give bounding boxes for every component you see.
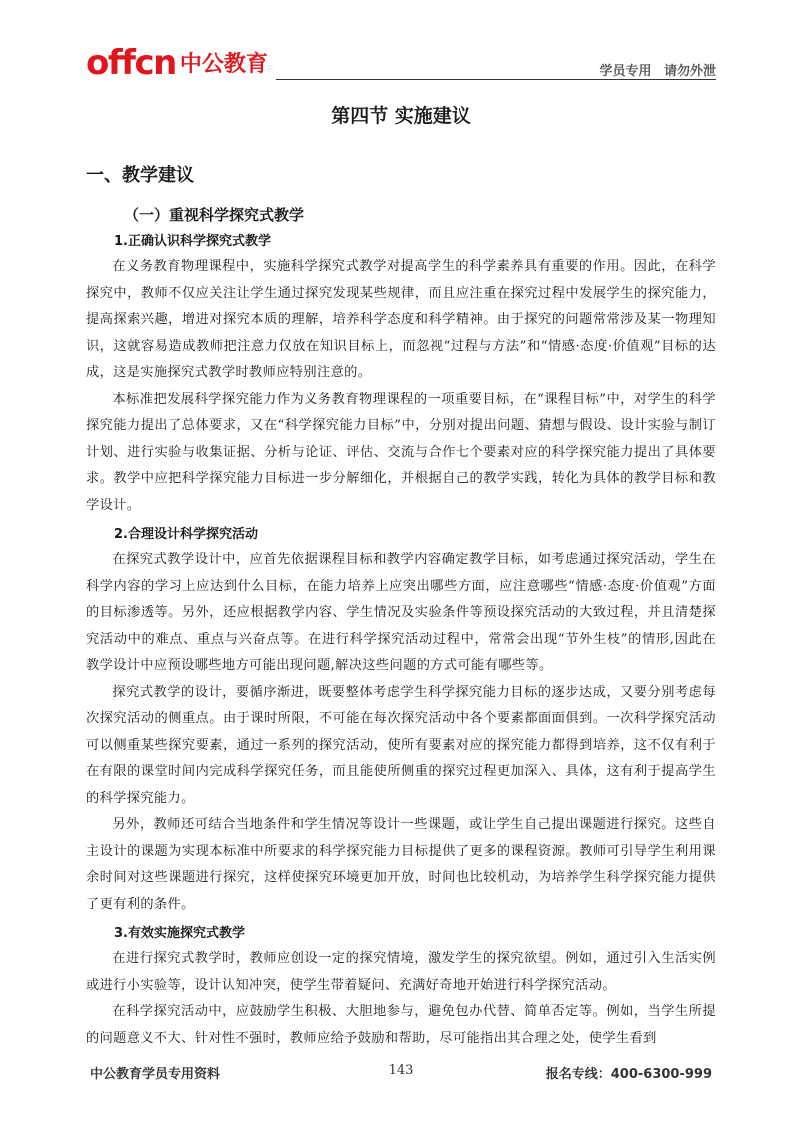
page-number: 143 bbox=[388, 1063, 414, 1078]
subsection-heading: 1.正确认识科学探究式教学 bbox=[114, 234, 271, 249]
page-content bbox=[86, 104, 716, 1052]
paragraph: 在探究式教学设计中，应首先依据课程目标和教学内容确定教学目标，如考虑通过探究活动，学生在科学内容的学习上应达到什么目标，在能力培养上应突出哪些方面，应注意哪些“情感·态度·价值观”方面的目标渗透等。另外，还应根据教学内容、学生情况及实验条件等预设探究活动的大致过程，并且清楚探究活动中的难点、重点与兴奋点等。在进行科学探究活动过程中，常常会出现“节外生枝”的情形,因此在教学设计中应预设哪些地方可能出现问题,解决这些问题的方式可能有哪些等。 bbox=[86, 552, 716, 673]
subsection bbox=[86, 922, 716, 1052]
paragraph: 探究式教学的设计，要循序渐进，既要整体考虑学生科学探究能力目标的逐步达成，又要分别考虑每次探究活动的侧重点。由于课时所限，不可能在每次探究活动中各个要素都面面俱到。一次科学探究活动可以侧重某些探究要素，通过一系列的探究活动，使所有要素对应的探究能力都得到培养，这不仅有利于在有限的课堂时间内完成科学探究任务，而且能使所侧重的探究过程更加深入、具体，这有利于提高学生的科学探究能力。 bbox=[86, 684, 716, 806]
subsection bbox=[86, 230, 716, 519]
paragraph: 本标准把发展科学探究能力作为义务教育物理课程的一项重要目标，在“课程目标”中，对学生的科学探究能力提出了总体要求，又在“科学探究能力目标”中，分别对提出问题、猜想与假设、设计实验与制订计划、进行实验与收集证据、分析与论证、评估、交流与合作七个要素对应的科学探究能力提出了具体要求。教学中应把科学探究能力目标进一步分解细化，并根据自己的教学实践，转化为具体的教学目标和教学设计。 bbox=[86, 391, 716, 513]
paragraph: 另外，教师还可结合当地条件和学生情况等设计一些课题，或让学生自己提出课题进行探究。这些自主设计的课题为实现本标准中所要求的科学探究能力目标提供了更多的课程资源。教师可引导学生利用课余时间对这些课题进行探究，这样使探究环境更加开放，时间也比较机动，为培养学生科学探究能力提供了更有利的条件。 bbox=[86, 817, 716, 912]
subsection bbox=[86, 523, 716, 918]
section-title: 第四节 实施建议 bbox=[331, 105, 471, 127]
footer-label: 中公教育学员专用资料 bbox=[90, 1067, 221, 1082]
paragraph: 在进行探究式教学时，教师应创设一定的探究情境，激发学生的探究欲望。例如，通过引入生活实例或进行小实验等，设计认知冲突，使学生带着疑问、充满好奇地开始进行科学探究活动。 bbox=[86, 951, 716, 993]
header-divider bbox=[276, 79, 716, 80]
footer-hotline: 报名专线：400-6300-999 bbox=[545, 1067, 712, 1082]
paragraph: 在义务教育物理课程中，实施科学探究式教学对提高学生的科学素养具有重要的作用。因此，在科学探究中，教师不仅应关注让学生通过探究发现某些规律，而且应注重在探究过程中发展学生的探究能力，提高探索兴趣，增进对探究本质的理解，培养科学态度和科学精神。由于探究的问题常常涉及某一物理知识，这就容易造成教师把注意力仅放在知识目标上，而忽视“过程与方法”和“情感·态度·价值观”目标的达成，这是实施探究式教学时教师应特别注意的。 bbox=[86, 259, 716, 380]
page-header bbox=[86, 36, 716, 84]
logo-chinese: 中公教育 bbox=[179, 52, 268, 77]
page-footer bbox=[86, 1063, 716, 1083]
heading-level-1: 一、教学建议 bbox=[86, 165, 194, 186]
offcn-logo bbox=[86, 40, 268, 83]
header-tagline: 学员专用 请勿外泄 bbox=[599, 64, 716, 79]
paragraph: 在科学探究活动中，应鼓励学生积极、大胆地参与，避免包办代替、简单否定等。例如，当学生所提的问题意义不大、针对性不强时，教师应给予鼓励和帮助，尽可能指出其合理之处，使学生看到 bbox=[86, 1004, 716, 1046]
subsection-heading: 2.合理设计科学探究活动 bbox=[114, 527, 258, 542]
subsection-heading: 3.有效实施探究式教学 bbox=[114, 926, 245, 941]
heading-level-2: （一）重视科学探究式教学 bbox=[124, 206, 305, 224]
logo-wordmark: offcn bbox=[86, 43, 176, 83]
